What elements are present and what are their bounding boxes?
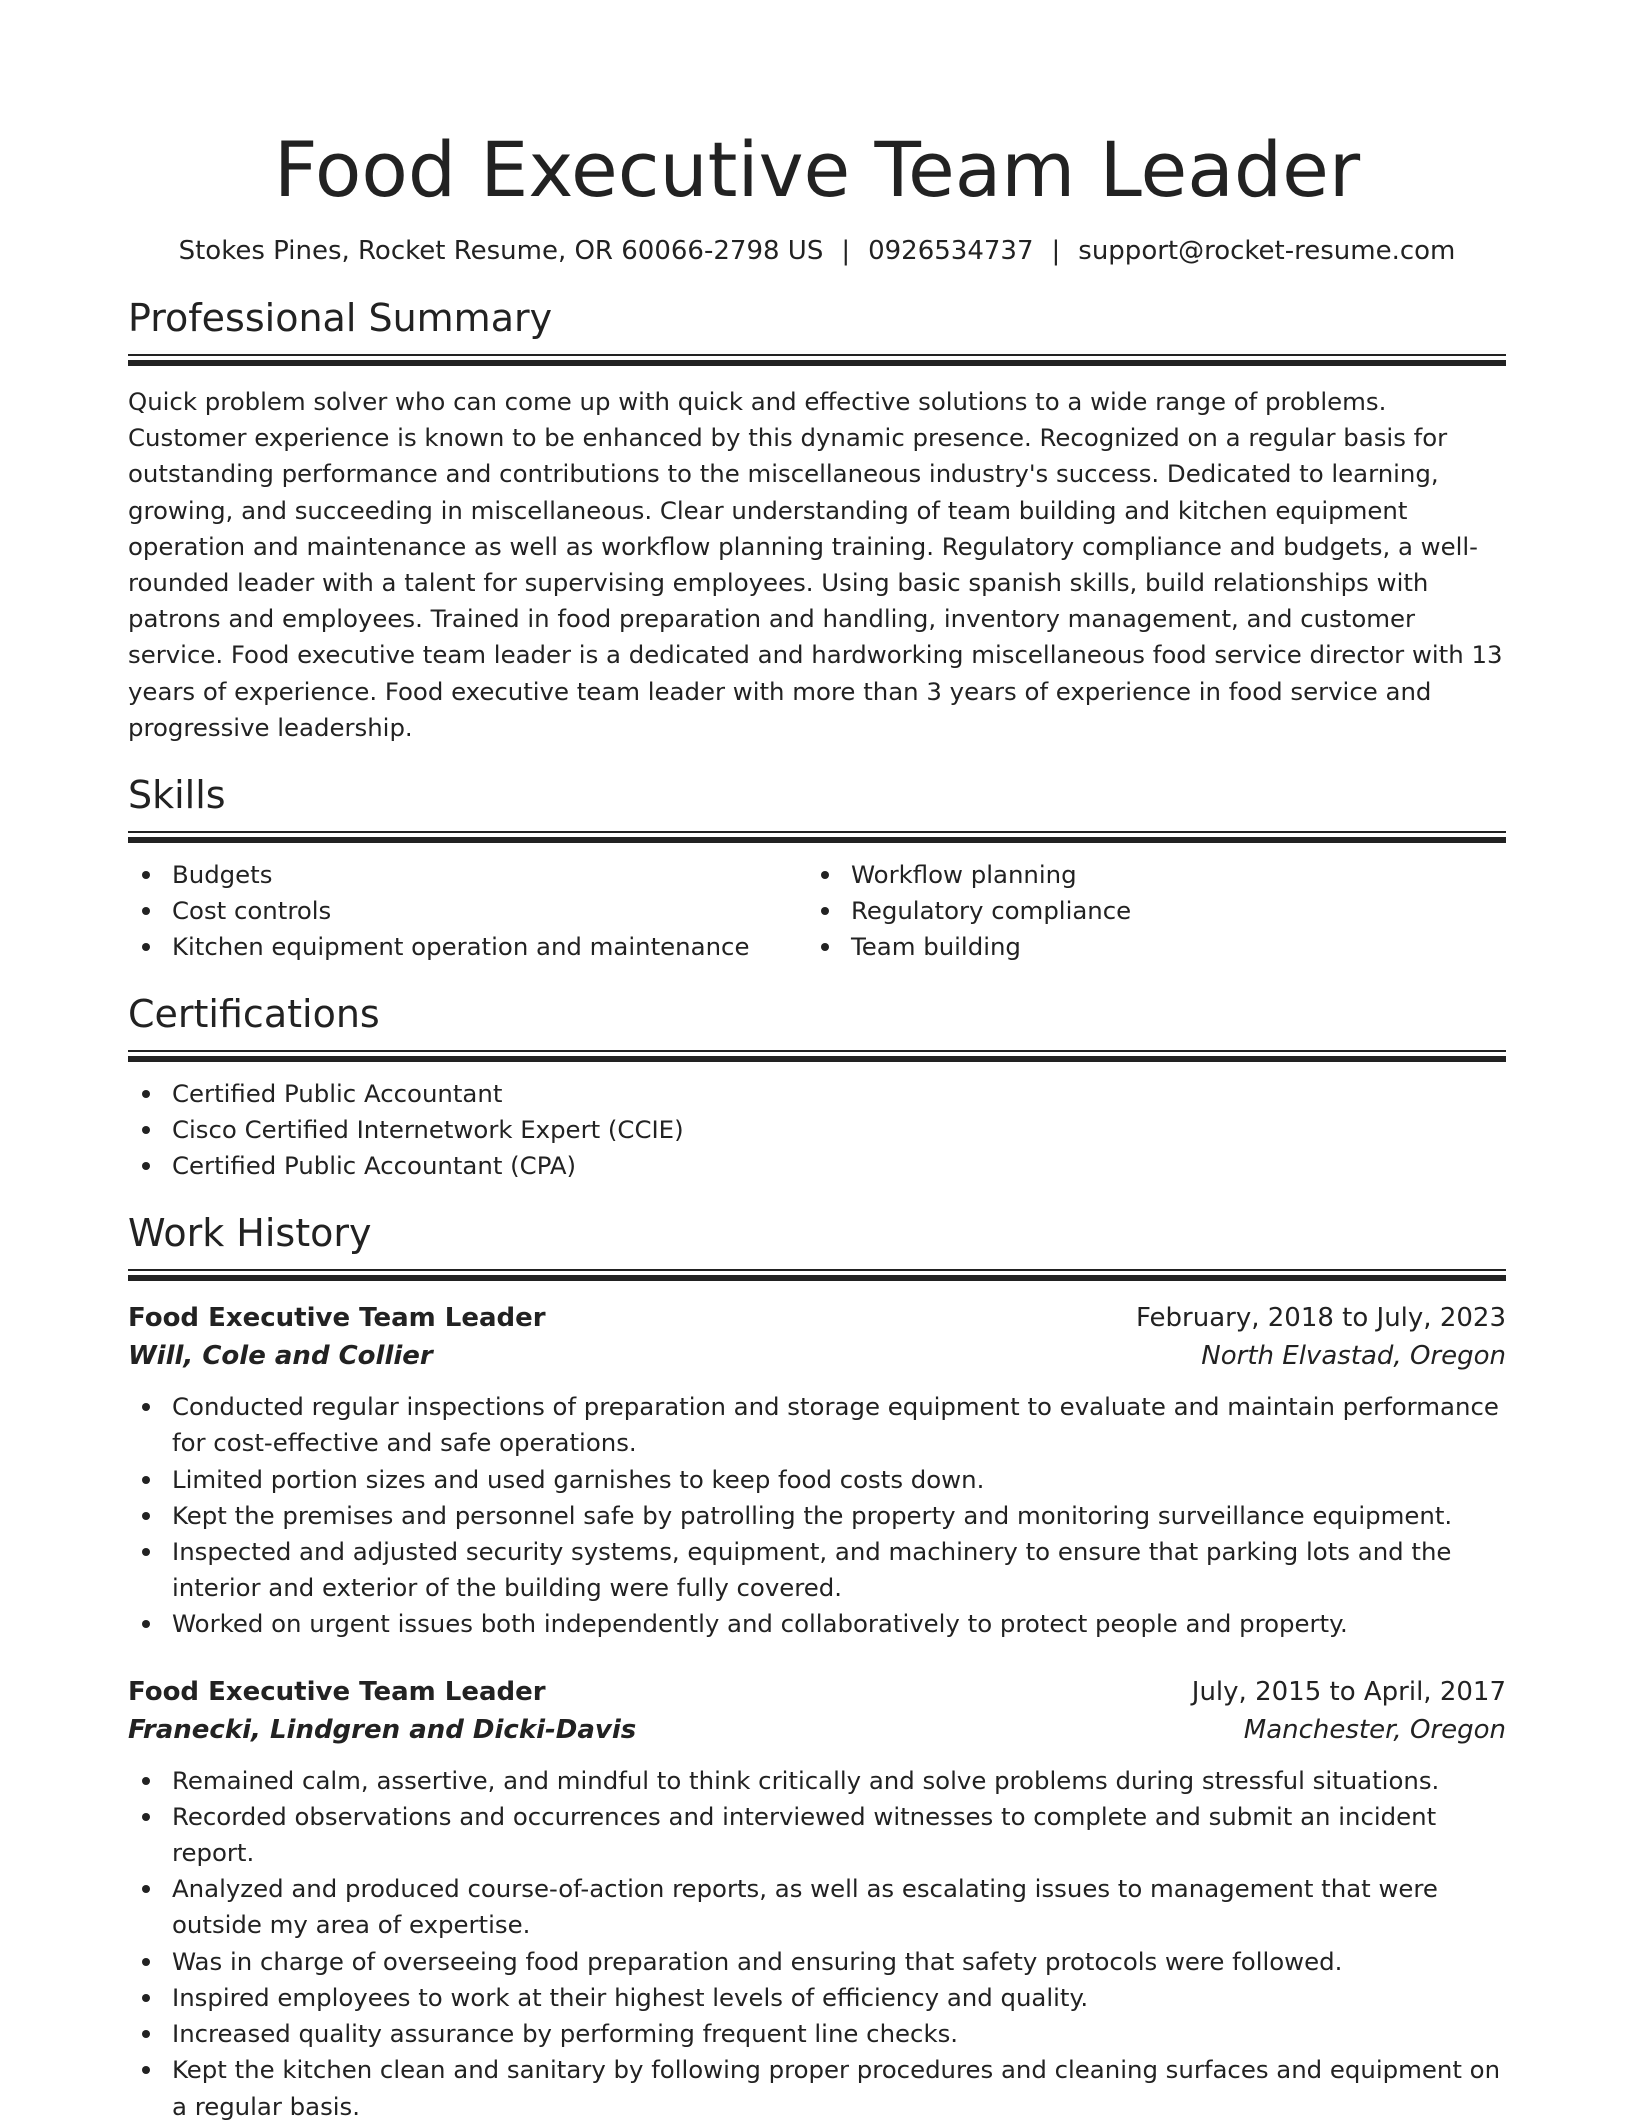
job-duty-text: Was in charge of overseeing food preparation and ensuring that safety protocols were followed.	[172, 1946, 1343, 1976]
certification-item	[128, 1148, 1506, 1184]
bullet-icon	[142, 1620, 150, 1628]
job-header-row	[128, 1299, 1506, 1337]
certifications-section	[128, 990, 1506, 1185]
contact-phone: 0926534737	[868, 236, 1034, 266]
bullet-icon	[142, 1548, 150, 1556]
skill-label: Team building	[851, 932, 1021, 962]
certification-label: Certified Public Accountant (CPA)	[172, 1151, 577, 1181]
bullet-icon	[142, 1476, 150, 1484]
job-duty	[128, 1462, 1506, 1498]
job-duty-text: Recorded observations and occurrences and interviewed witnesses to complete and submit an incident report.	[172, 1801, 1437, 1868]
skill-label: Kitchen equipment operation and maintenance	[172, 932, 750, 962]
bullet-icon	[142, 1958, 150, 1966]
bullet-icon	[821, 871, 829, 879]
bullet-icon	[142, 1777, 150, 1785]
job-duty	[128, 1799, 1506, 1871]
summary-text: Quick problem solver who can come up with quick and effective solutions to a wide range of problems. Customer experience is known to be enhanced by this dynamic presence. Recognized on a regular basis for outstanding performance and contributions to the miscellaneous industry's success. Dedicated to learning, growing, and succeeding in miscellaneous. Clear understanding of team building and kitchen equipment operation and maintenance as well as workflow planning training. Regulatory compliance and budgets, a well-rounded leader with a talent for supervising employees. Using basic spanish skills, build relationships with patrons and employees. Trained in food preparation and handling, inventory management, and customer service. Food executive team leader is a dedicated and hardworking miscellaneous food service director with 13 years of experience. Food executive team leader with more than 3 years of experience in food service and progressive leadership.	[128, 387, 1503, 742]
contact-separator: |	[841, 236, 851, 266]
bullet-icon	[142, 1126, 150, 1134]
job-location: Manchester, Oregon	[1243, 1714, 1506, 1745]
bullet-icon	[821, 943, 829, 951]
job-duty-text: Limited portion sizes and used garnishes to keep food costs down.	[172, 1464, 985, 1494]
bullet-icon	[142, 1813, 150, 1821]
skill-item	[807, 857, 1486, 893]
contact-email: support@rocket-resume.com	[1078, 236, 1456, 266]
job-duty-text: Inspected and adjusted security systems, equipment, and machinery to ensure that parking lots and the interior and exterior of the building were fully covered.	[172, 1537, 1452, 1603]
job-company: Will, Cole and Collier	[128, 1341, 433, 1372]
job-entry	[128, 1299, 1506, 1642]
bullet-icon	[142, 1994, 150, 2002]
job-duty	[128, 1389, 1506, 1461]
job-duty	[128, 1980, 1506, 2016]
job-title: Food Executive Team Leader	[128, 1303, 546, 1334]
job-duty	[128, 1871, 1506, 1943]
bullet-icon	[142, 1090, 150, 1098]
candidate-name: Food Executive Team Leader	[273, 125, 1361, 214]
bullet-icon	[142, 1403, 150, 1411]
job-subheader-row	[128, 1337, 1506, 1375]
contact-address: Stokes Pines, Rocket Resume, OR 60066-2798 US	[178, 236, 824, 266]
skill-label: Regulatory compliance	[851, 896, 1132, 926]
job-duty	[128, 1606, 1506, 1642]
section-divider	[128, 1269, 1506, 1281]
job-duty	[128, 1763, 1506, 1799]
job-duty-text: Kept the kitchen clean and sanitary by following proper procedures and cleaning surfaces and equipment on a regular basis.	[172, 2055, 1501, 2121]
job-duty	[128, 1534, 1506, 1606]
bullet-icon	[142, 2030, 150, 2038]
summary-section	[128, 294, 1506, 746]
bullet-icon	[142, 943, 150, 951]
job-duty	[128, 2016, 1506, 2052]
section-title-skills: Skills	[128, 773, 226, 818]
skills-section	[128, 771, 1506, 966]
bullet-icon	[821, 907, 829, 915]
section-title-certifications: Certifications	[128, 991, 380, 1036]
bullet-icon	[142, 907, 150, 915]
section-title-summary: Professional Summary	[128, 296, 553, 340]
skill-item	[128, 929, 807, 965]
bullet-icon	[142, 871, 150, 879]
job-duty-text: Kept the premises and personnel safe by patrolling the property and monitoring surveillance equipment.	[172, 1500, 1453, 1530]
skill-label: Budgets	[172, 860, 273, 890]
certifications-list	[128, 1076, 1506, 1185]
certification-item	[128, 1112, 1506, 1148]
skill-label: Workflow planning	[851, 860, 1077, 890]
job-duty-text: Increased quality assurance by performing frequent line checks.	[172, 2019, 959, 2049]
job-header-row	[128, 1673, 1506, 1711]
section-divider	[128, 1050, 1506, 1062]
job-duty-text: Remained calm, assertive, and mindful to think critically and solve problems during stressful situations.	[172, 1765, 1440, 1795]
bullet-icon	[142, 1162, 150, 1170]
skills-columns	[128, 857, 1506, 966]
skill-item	[807, 929, 1486, 965]
section-divider	[128, 354, 1506, 366]
job-duties-list	[128, 1389, 1506, 1642]
job-duty-text: Worked on urgent issues both independently and collaboratively to protect people and property.	[172, 1609, 1348, 1639]
job-company: Franecki, Lindgren and Dicki-Davis	[128, 1714, 637, 1745]
job-duty	[128, 1944, 1506, 1980]
certification-label: Certified Public Accountant	[172, 1078, 503, 1108]
skill-label: Cost controls	[172, 896, 332, 926]
job-title: Food Executive Team Leader	[128, 1676, 546, 1707]
contact-separator: |	[1051, 236, 1061, 266]
job-duty	[128, 1498, 1506, 1534]
job-dates: February, 2018 to July, 2023	[1136, 1303, 1506, 1334]
job-dates: July, 2015 to April, 2017	[1191, 1676, 1506, 1707]
job-duty-text: Conducted regular inspections of preparation and storage equipment to evaluate and maintain performance for cost-effective and safe operations.	[172, 1392, 1499, 1458]
certification-item	[128, 1076, 1506, 1112]
skill-item	[128, 857, 807, 893]
job-location: North Elvastad, Oregon	[1201, 1341, 1506, 1372]
skill-item	[807, 893, 1486, 929]
job-subheader-row	[128, 1711, 1506, 1749]
bullet-icon	[142, 1512, 150, 1520]
bullet-icon	[142, 1885, 150, 1893]
work-history-section	[128, 1209, 1506, 2124]
job-duty	[128, 2052, 1506, 2124]
job-duties-list	[128, 1763, 1506, 2125]
skill-item	[128, 893, 807, 929]
section-divider	[128, 831, 1506, 843]
contact-line	[128, 234, 1506, 268]
certification-label: Cisco Certified Internetwork Expert (CCIE)	[172, 1114, 684, 1144]
skills-right-list	[807, 857, 1486, 966]
job-entry	[128, 1673, 1506, 2125]
section-title-work-history: Work History	[128, 1211, 372, 1256]
job-duty-text: Analyzed and produced course-of-action reports, as well as escalating issues to management that were outside my area of expertise.	[172, 1874, 1438, 1940]
bullet-icon	[142, 2066, 150, 2074]
job-duty-text: Inspired employees to work at their highest levels of efficiency and quality.	[172, 1982, 1089, 2012]
resume-page	[128, 0, 1506, 2125]
skills-left-list	[128, 857, 807, 966]
